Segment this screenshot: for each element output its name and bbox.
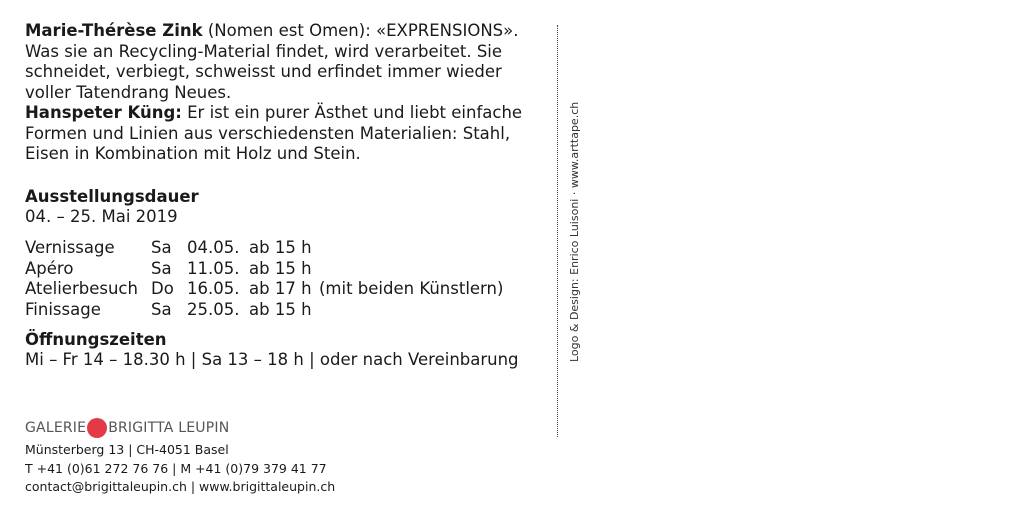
event-day: Sa [151,299,172,319]
gallery-logo [25,418,229,438]
artist2-line1 [25,103,555,124]
gallery-address: Münsterberg 13 | CH-4051 Basel [25,442,229,457]
event-name: Apéro [25,258,74,278]
event-note: (mit beiden Künstlern) [319,279,504,298]
logo-text-name: BRIGITTA LEUPIN [108,420,230,436]
event-date: 25.05. [187,299,240,319]
artist1-line4: voller Tatendrang Neues. [25,82,232,102]
event-row [25,300,503,321]
hours-title: Öffnungszeiten [25,330,167,349]
gallery-web: contact@brigittaleupin.ch | www.brigittaleupin.ch [25,479,336,494]
event-row [25,279,503,300]
gallery-contact [25,441,335,497]
event-note [319,259,503,280]
event-time: ab 15 h [249,258,312,278]
event-time: ab 15 h [249,238,312,257]
dotted-divider [557,25,558,437]
hours-text: Mi – Fr 14 – 18.30 h | Sa 13 – 18 h | oder nach Vereinbarung [25,350,519,369]
event-name: Vernissage [25,238,115,257]
event-time: ab 17 h [249,279,312,298]
event-date: 11.05. [187,258,240,278]
intro-text [25,21,555,165]
event-note [319,300,503,321]
gallery-phone: T +41 (0)61 272 76 76 | M +41 (0)79 379 41 77 [25,460,327,476]
event-row [25,238,503,259]
event-date: 16.05. [187,279,240,298]
events-table [25,238,503,320]
logo-text-galerie: GALERIE [25,420,87,436]
event-day: Sa [151,238,172,257]
artist2-name: Hanspeter Küng: [25,103,182,122]
event-time: ab 15 h [249,299,312,319]
logo-dot-icon [87,418,107,438]
artist1-name: Marie-Thérèse Zink [25,21,203,40]
artist1-line3: schneidet, verbiegt, schweisst und erfindet immer wieder [25,62,502,81]
artist1-title: (Nomen est Omen): «EXPRENSIONS». [202,21,519,40]
design-credit: Logo & Design: Enrico Luisoni · www.arttape.ch [568,101,581,362]
event-name: Finissage [25,299,101,319]
event-date: 04.05. [187,238,240,257]
event-row [25,259,503,280]
artist1-line1 [25,21,555,42]
event-note [319,238,503,259]
exhibition-title: Ausstellungsdauer [25,187,199,206]
artist1-line2: Was sie an Recycling-Material findet, wird verarbeitet. Sie [25,41,503,61]
event-day: Sa [151,258,172,278]
exhibition-dates: 04. – 25. Mai 2019 [25,207,178,226]
event-day: Do [151,279,174,298]
artist2-line2: Formen und Linien aus verschiedensten Materialien: Stahl, [25,123,511,143]
artist2-text: Er ist ein purer Ästhet und liebt einfache [181,103,523,122]
artist2-line3: Eisen in Kombination mit Holz und Stein. [25,144,361,163]
event-name: Atelierbesuch [25,279,138,298]
